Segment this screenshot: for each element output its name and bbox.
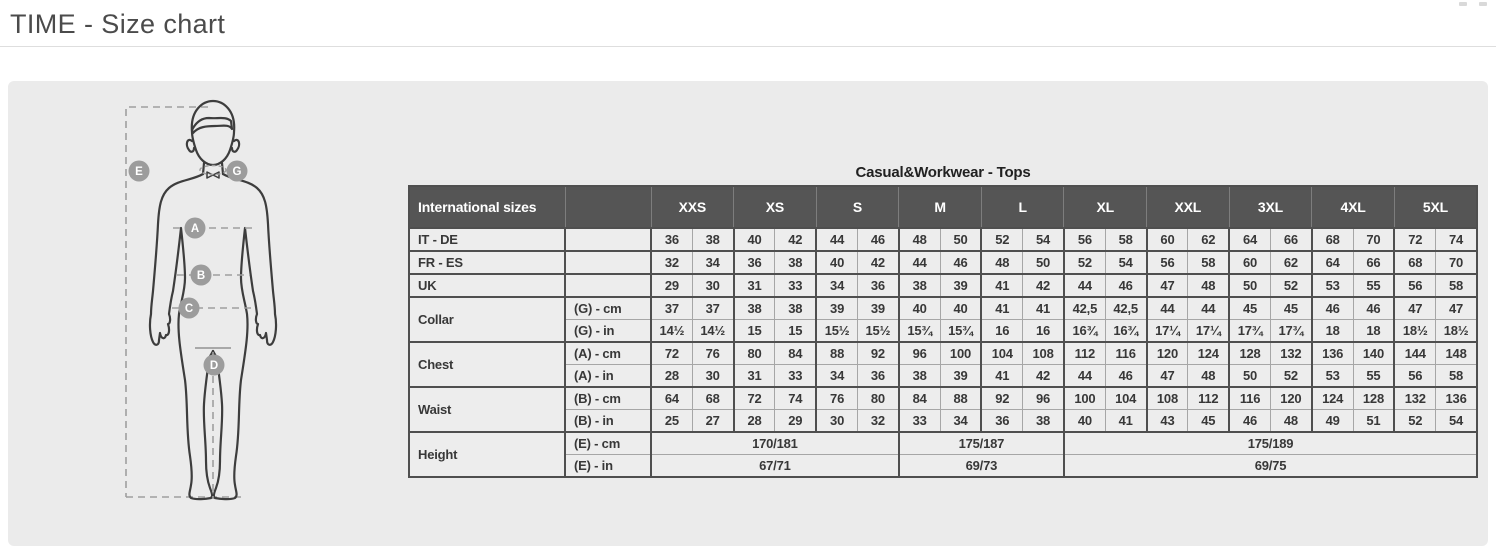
table-row: [409, 274, 1477, 297]
cell: 44: [899, 251, 940, 274]
row-label: FR - ES: [409, 251, 565, 274]
cell: 64: [651, 387, 692, 410]
cell: 54: [1023, 228, 1064, 251]
cell: 70: [1353, 228, 1394, 251]
cell: 48: [899, 228, 940, 251]
svg-text:C: C: [184, 303, 194, 315]
unit-label: [565, 274, 651, 297]
cell: 39: [816, 297, 857, 320]
cell: 38: [775, 297, 816, 320]
cell: 48: [981, 251, 1022, 274]
cell: 108: [1023, 342, 1064, 365]
row-label: Height: [409, 432, 565, 477]
cell: 42: [1023, 274, 1064, 297]
cell: 80: [857, 387, 898, 410]
cell: 41: [1105, 410, 1146, 433]
cell: 42,5: [1105, 297, 1146, 320]
cell: 45: [1270, 297, 1311, 320]
cell: 53: [1312, 365, 1353, 388]
span-cell: 175/189: [1064, 432, 1477, 455]
cell: 46: [857, 228, 898, 251]
cell: 124: [1312, 387, 1353, 410]
unit-label: (B) - cm: [565, 387, 651, 410]
cell: 15: [775, 320, 816, 343]
body-measurement-diagram: [103, 86, 383, 536]
cell: 29: [651, 274, 692, 297]
cell: 76: [816, 387, 857, 410]
cell: 28: [651, 365, 692, 388]
span-cell: 170/181: [651, 432, 899, 455]
cell: 55: [1353, 365, 1394, 388]
span-cell: 69/73: [899, 455, 1064, 478]
cell: 68: [1394, 251, 1435, 274]
cell: 41: [981, 274, 1022, 297]
cell: 88: [816, 342, 857, 365]
table-title: Casual&Workwear - Tops: [855, 164, 1031, 181]
cell: 17¾: [1229, 320, 1270, 343]
unit-label: (E) - in: [565, 455, 651, 478]
cell: 45: [1188, 410, 1229, 433]
size-header-xl: XL: [1064, 186, 1147, 228]
cell: 58: [1105, 228, 1146, 251]
cell: 120: [1270, 387, 1311, 410]
cell: 124: [1188, 342, 1229, 365]
cell: 46: [1312, 297, 1353, 320]
cell: 49: [1312, 410, 1353, 433]
row-label: UK: [409, 274, 565, 297]
measure-point-b: [191, 265, 212, 286]
top-right-artifact: [1479, 2, 1487, 6]
cell: 38: [734, 297, 775, 320]
cell: 38: [692, 228, 733, 251]
cell: 55: [1353, 274, 1394, 297]
size-header-xs: XS: [734, 186, 817, 228]
cell: 116: [1105, 342, 1146, 365]
cell: 48: [1188, 274, 1229, 297]
page-header: [0, 0, 1496, 47]
cell: 16¾: [1064, 320, 1105, 343]
table-row: [409, 387, 1477, 410]
cell: 41: [981, 297, 1022, 320]
corner-header: International sizes: [409, 186, 565, 228]
cell: 44: [816, 228, 857, 251]
cell: 56: [1064, 228, 1105, 251]
cell: 60: [1147, 228, 1188, 251]
cell: 32: [857, 410, 898, 433]
cell: 18: [1353, 320, 1394, 343]
cell: 64: [1229, 228, 1270, 251]
cell: 132: [1270, 342, 1311, 365]
cell: 30: [692, 274, 733, 297]
size-header-m: M: [899, 186, 982, 228]
cell: 38: [775, 251, 816, 274]
table-row: [409, 228, 1477, 251]
cell: 136: [1436, 387, 1477, 410]
cell: 66: [1353, 251, 1394, 274]
table-row: [409, 432, 1477, 455]
cell: 62: [1188, 228, 1229, 251]
cell: 40: [899, 297, 940, 320]
svg-text:D: D: [209, 360, 219, 372]
size-header-4xl: 4XL: [1312, 186, 1395, 228]
cell: 25: [651, 410, 692, 433]
cell: 40: [734, 228, 775, 251]
cell: 33: [775, 274, 816, 297]
cell: 37: [692, 297, 733, 320]
size-header-3xl: 3XL: [1229, 186, 1312, 228]
cell: 112: [1188, 387, 1229, 410]
row-label: Waist: [409, 387, 565, 432]
cell: 104: [981, 342, 1022, 365]
cell: 14½: [651, 320, 692, 343]
table-row: [409, 455, 1477, 478]
unit-label: (A) - cm: [565, 342, 651, 365]
cell: 44: [1064, 274, 1105, 297]
cell: 27: [692, 410, 733, 433]
cell: 40: [940, 297, 981, 320]
cell: 36: [981, 410, 1022, 433]
cell: 92: [981, 387, 1022, 410]
cell: 56: [1394, 274, 1435, 297]
cell: 14½: [692, 320, 733, 343]
cell: 36: [857, 365, 898, 388]
cell: 96: [899, 342, 940, 365]
cell: 17¾: [1270, 320, 1311, 343]
cell: 43: [1147, 410, 1188, 433]
cell: 37: [651, 297, 692, 320]
cell: 34: [816, 365, 857, 388]
cell: 36: [734, 251, 775, 274]
cell: 47: [1436, 297, 1477, 320]
cell: 50: [1229, 365, 1270, 388]
unit-label: [565, 251, 651, 274]
cell: 28: [734, 410, 775, 433]
cell: 46: [1229, 410, 1270, 433]
cell: 70: [1436, 251, 1477, 274]
unit-label: (A) - in: [565, 365, 651, 388]
cell: 46: [1105, 274, 1146, 297]
cell: 30: [816, 410, 857, 433]
cell: 42: [775, 228, 816, 251]
cell: 54: [1105, 251, 1146, 274]
size-header-5xl: 5XL: [1394, 186, 1477, 228]
cell: 15¾: [899, 320, 940, 343]
cell: 68: [692, 387, 733, 410]
cell: 42: [857, 251, 898, 274]
cell: 44: [1188, 297, 1229, 320]
cell: 148: [1436, 342, 1477, 365]
header-row: [409, 186, 1477, 228]
unit-label: (G) - cm: [565, 297, 651, 320]
size-header-xxs: XXS: [651, 186, 734, 228]
cell: 41: [1023, 297, 1064, 320]
cell: 39: [940, 365, 981, 388]
cell: 44: [1064, 365, 1105, 388]
cell: 41: [981, 365, 1022, 388]
row-label: Collar: [409, 297, 565, 342]
cell: 17¼: [1188, 320, 1229, 343]
cell: 18: [1312, 320, 1353, 343]
cell: 80: [734, 342, 775, 365]
cell: 128: [1229, 342, 1270, 365]
cell: 76: [692, 342, 733, 365]
cell: 15½: [816, 320, 857, 343]
cell: 72: [1394, 228, 1435, 251]
cell: 47: [1147, 274, 1188, 297]
cell: 40: [1064, 410, 1105, 433]
cell: 116: [1229, 387, 1270, 410]
svg-text:B: B: [196, 270, 206, 282]
cell: 88: [940, 387, 981, 410]
cell: 45: [1229, 297, 1270, 320]
cell: 62: [1270, 251, 1311, 274]
size-header-xxl: XXL: [1147, 186, 1230, 228]
size-header-s: S: [816, 186, 899, 228]
cell: 46: [1105, 365, 1146, 388]
cell: 112: [1064, 342, 1105, 365]
cell: 34: [692, 251, 733, 274]
measure-point-c: [179, 298, 200, 319]
table-row: [409, 251, 1477, 274]
top-right-artifact: [1459, 2, 1467, 6]
cell: 50: [1023, 251, 1064, 274]
cell: 74: [1436, 228, 1477, 251]
cell: 100: [940, 342, 981, 365]
span-cell: 69/75: [1064, 455, 1477, 478]
cell: 74: [775, 387, 816, 410]
cell: 40: [816, 251, 857, 274]
cell: 144: [1394, 342, 1435, 365]
cell: 54: [1436, 410, 1477, 433]
cell: 17¼: [1147, 320, 1188, 343]
cell: 140: [1353, 342, 1394, 365]
table-row: [409, 297, 1477, 320]
measure-point-d: [204, 355, 225, 376]
row-label: Chest: [409, 342, 565, 387]
content-panel: [8, 81, 1488, 546]
unit-label: (G) - in: [565, 320, 651, 343]
cell: 29: [775, 410, 816, 433]
cell: 58: [1436, 274, 1477, 297]
table-row: [409, 320, 1477, 343]
cell: 92: [857, 342, 898, 365]
size-chart-section: [408, 164, 1478, 478]
cell: 60: [1229, 251, 1270, 274]
cell: 136: [1312, 342, 1353, 365]
cell: 84: [899, 387, 940, 410]
cell: 42: [1023, 365, 1064, 388]
cell: 104: [1105, 387, 1146, 410]
cell: 44: [1147, 297, 1188, 320]
cell: 96: [1023, 387, 1064, 410]
cell: 52: [981, 228, 1022, 251]
cell: 34: [940, 410, 981, 433]
span-cell: 67/71: [651, 455, 899, 478]
cell: 39: [857, 297, 898, 320]
cell: 31: [734, 365, 775, 388]
row-label: IT - DE: [409, 228, 565, 251]
svg-text:G: G: [232, 166, 242, 178]
cell: 84: [775, 342, 816, 365]
cell: 32: [651, 251, 692, 274]
cell: 100: [1064, 387, 1105, 410]
cell: 36: [651, 228, 692, 251]
cell: 18½: [1436, 320, 1477, 343]
unit-label: [565, 228, 651, 251]
cell: 16¾: [1105, 320, 1146, 343]
cell: 38: [899, 365, 940, 388]
cell: 52: [1394, 410, 1435, 433]
cell: 48: [1270, 410, 1311, 433]
cell: 51: [1353, 410, 1394, 433]
cell: 128: [1353, 387, 1394, 410]
cell: 66: [1270, 228, 1311, 251]
cell: 46: [1353, 297, 1394, 320]
measure-point-e: [129, 161, 150, 182]
cell: 68: [1312, 228, 1353, 251]
cell: 53: [1312, 274, 1353, 297]
cell: 16: [981, 320, 1022, 343]
cell: 30: [692, 365, 733, 388]
cell: 15½: [857, 320, 898, 343]
page-title: TIME - Size chart: [10, 9, 226, 39]
cell: 33: [899, 410, 940, 433]
table-row: [409, 342, 1477, 365]
cell: 132: [1394, 387, 1435, 410]
cell: 34: [816, 274, 857, 297]
cell: 50: [940, 228, 981, 251]
size-table: [408, 185, 1478, 478]
cell: 46: [940, 251, 981, 274]
cell: 52: [1270, 274, 1311, 297]
cell: 64: [1312, 251, 1353, 274]
cell: 52: [1064, 251, 1105, 274]
svg-text:A: A: [190, 223, 200, 235]
cell: 15¾: [940, 320, 981, 343]
cell: 56: [1394, 365, 1435, 388]
cell: 42,5: [1064, 297, 1105, 320]
cell: 52: [1270, 365, 1311, 388]
cell: 120: [1147, 342, 1188, 365]
cell: 33: [775, 365, 816, 388]
cell: 39: [940, 274, 981, 297]
blank-header: [565, 186, 651, 228]
cell: 108: [1147, 387, 1188, 410]
cell: 58: [1436, 365, 1477, 388]
size-header-l: L: [981, 186, 1064, 228]
cell: 48: [1188, 365, 1229, 388]
cell: 72: [734, 387, 775, 410]
cell: 47: [1147, 365, 1188, 388]
cell: 16: [1023, 320, 1064, 343]
cell: 47: [1394, 297, 1435, 320]
span-cell: 175/187: [899, 432, 1064, 455]
cell: 31: [734, 274, 775, 297]
measure-point-a: [185, 218, 206, 239]
cell: 38: [899, 274, 940, 297]
cell: 15: [734, 320, 775, 343]
cell: 36: [857, 274, 898, 297]
cell: 56: [1147, 251, 1188, 274]
cell: 38: [1023, 410, 1064, 433]
measure-point-g: [227, 161, 248, 182]
cell: 18½: [1394, 320, 1435, 343]
unit-label: (B) - in: [565, 410, 651, 433]
table-row: [409, 365, 1477, 388]
table-row: [409, 410, 1477, 433]
cell: 58: [1188, 251, 1229, 274]
svg-text:E: E: [135, 166, 143, 178]
cell: 72: [651, 342, 692, 365]
cell: 50: [1229, 274, 1270, 297]
unit-label: (E) - cm: [565, 432, 651, 455]
